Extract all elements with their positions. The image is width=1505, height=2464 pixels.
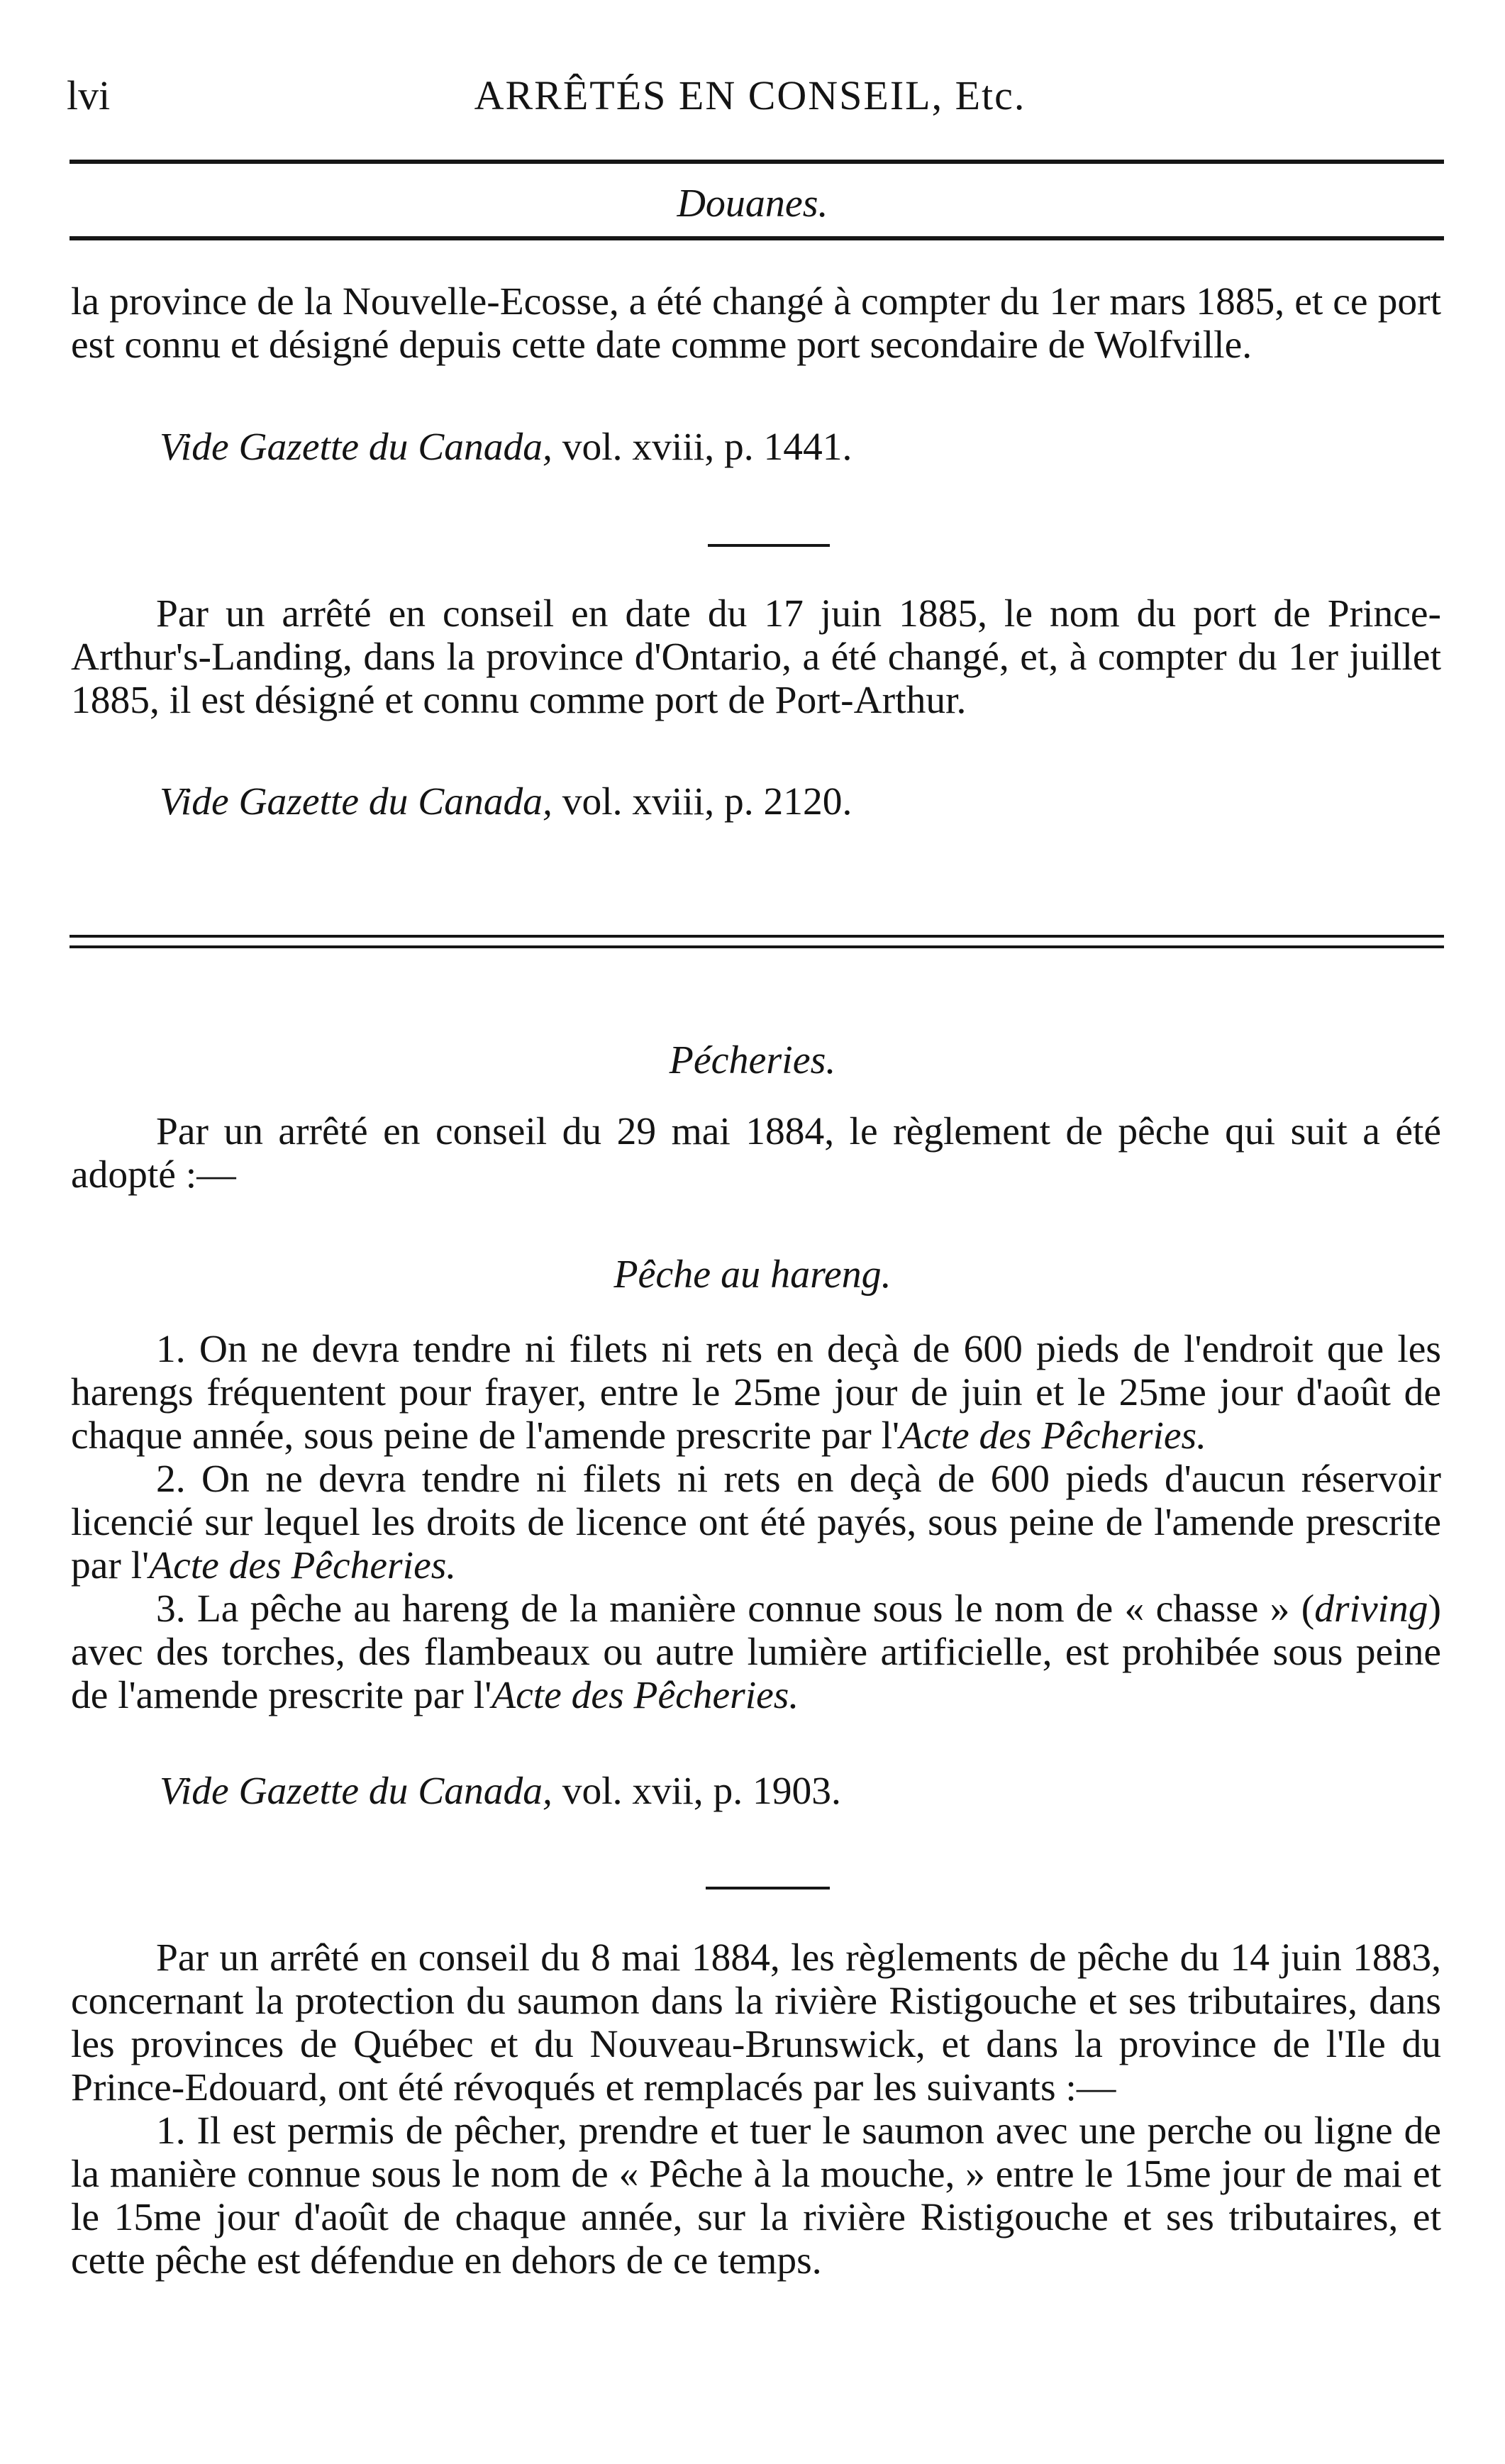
item-text: ) avec des torches, des flambeaux ou autre lumière artificielle, est prohibée sous peine de l'amende prescrite par l': [71, 1587, 1441, 1717]
citation-journal: Vide Gazette du Canada,: [160, 426, 552, 469]
separator-rule: [706, 1887, 830, 1889]
section-rule: [70, 236, 1444, 240]
paragraph-text: la province de la Nouvelle-Ecosse, a été changé à compter du 1er mars 1885, et ce port est connu et désigné depuis cette date comme port secondaire de Wolfville.: [71, 280, 1441, 367]
item-text: 3. La pêche au hareng de la manière connue sous le nom de « chasse » (: [156, 1587, 1315, 1631]
paragraph-text: Par un arrêté en conseil du 8 mai 1884, les règlements de pêche du 14 juin 1883, concernant la protection du saumon dans la rivière Ristigouche et ses tributaires, dans les provinces de Québec et du Nouveau-Brunswick, et dans la province de l'Ile du Prince-Edouard, ont été révoqués et remplacés par les suivants :—: [71, 1936, 1441, 2109]
section-heading-pecheries: Pécheries.: [669, 1038, 836, 1082]
citation-2: [160, 780, 852, 823]
regulation-item-3: [71, 1587, 1441, 1717]
page-header: [64, 64, 1436, 128]
double-rule-top: [70, 935, 1444, 938]
citation-journal: Vide Gazette du Canada,: [160, 780, 552, 823]
page-number: lvi: [67, 72, 111, 118]
item-text: 2. On ne devra tendre ni filets ni rets en deçà de 600 pieds d'aucun réservoir licencié sur lequel les droits de licence ont été payés, sous peine de l'amende prescrite par l': [71, 1458, 1441, 1587]
citation-3: [160, 1770, 841, 1813]
saumon-regulation-item-1: 1. Il est permis de pêcher, prendre et tuer le saumon avec une perche ou ligne de la manière connue sous le nom de « Pêche à la mouche, » entre le 15me jour de mai et le 15me jour d'août de chaque année, sur la rivière Ristigouche et ses tributaires, et cette pêche est défendue en dehors de ce temps.: [71, 2109, 1441, 2282]
item-text: 1. On ne devra tendre ni filets ni rets en deçà de 600 pieds de l'endroit que les harengs fréquentent pour frayer, entre le 25me jour de juin et le 25me jour d'août de chaque année, sous peine de l'amende prescrite par l': [71, 1328, 1441, 1458]
paragraph-saumon: [71, 1936, 1441, 2282]
citation-ref: vol. xviii, p. 2120.: [562, 780, 853, 823]
hareng-regulations: [71, 1328, 1441, 1717]
citation-journal: Vide Gazette du Canada,: [160, 1770, 552, 1813]
header-rule: [70, 160, 1444, 164]
regulation-item-1: [71, 1328, 1441, 1458]
citation-ref: vol. xviii, p. 1441.: [562, 426, 853, 469]
separator-rule: [708, 544, 830, 547]
section-heading-douanes: Douanes.: [677, 182, 828, 226]
act-reference: Acte des Pêcheries.: [149, 1544, 457, 1587]
regulation-item-2: [71, 1458, 1441, 1587]
citation-ref: vol. xvii, p. 1903.: [562, 1770, 841, 1813]
paragraph-port-arthur: [71, 592, 1441, 722]
citation-1: [160, 426, 852, 469]
double-rule-bottom: [70, 945, 1444, 948]
paragraph-text: Par un arrêté en conseil en date du 17 juin 1885, le nom du port de Prince-Arthur's-Landing, dans la province d'Ontario, a été changé, et, à compter du 1er juillet 1885, il est désigné et connu comme port de Port-Arthur.: [71, 592, 1441, 722]
driving-term: driving: [1314, 1587, 1428, 1631]
running-title: ARRÊTÉS EN CONSEIL, Etc.: [474, 72, 1026, 118]
subheading-peche-au-hareng: Pêche au hareng.: [613, 1253, 892, 1297]
act-reference: Acte des Pêcheries.: [492, 1674, 799, 1717]
paragraph-intro: [71, 1110, 1441, 1197]
act-reference: Acte des Pêcheries.: [899, 1414, 1207, 1458]
paragraph-text: Par un arrêté en conseil du 29 mai 1884, le règlement de pêche qui suit a été adopté :—: [71, 1110, 1441, 1197]
paragraph-continued: [71, 280, 1441, 367]
